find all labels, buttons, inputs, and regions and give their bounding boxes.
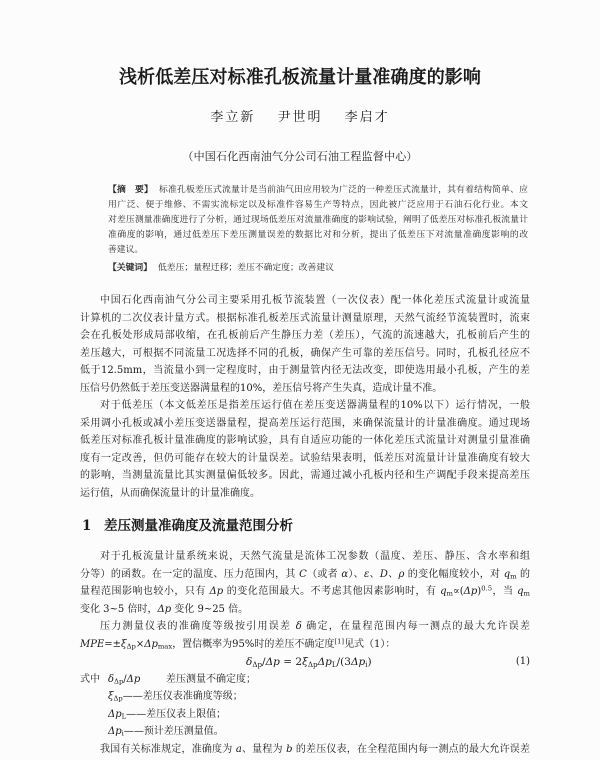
math-subscript: m: [523, 589, 530, 598]
body-text-line: [80, 568, 530, 582]
body-text-line: 运行值，从而确保流量计的计量准确度。: [80, 487, 260, 499]
body-text-line: 的影响，当测量流量比其实测量偏低较多。因此，需通过减小孔板内径和生产调配手段来提高差压: [80, 470, 530, 481]
body-text-line: [80, 603, 530, 617]
abstract-line: 准确度的影响，通过低差压下差压测量误差的数据比对和分析，提出了低差压下对流量准确度影响的改: [108, 229, 528, 240]
text-run: 压力测量仪表的准确度等级按引用误差: [100, 621, 296, 632]
paper-title: 浅析低差压对标准孔板流量计量准确度的影响: [119, 67, 481, 88]
text-run: ): [367, 656, 372, 668]
body-text-line: 对于低差压（本文低差压是指差压运行值在差压变送器满量程的10%以下）运行情况，一般: [100, 400, 530, 411]
body-text-line: 度有一定改善，但仍可能存在较大的计量误差。试验结果表明，低差压对流量计计量准确度有较大: [80, 452, 530, 464]
math-variable: α: [341, 568, 349, 580]
text-run: （或者: [306, 568, 342, 580]
math-variable: Δp: [317, 656, 332, 668]
text-run: ，置信概率为95%时的差压不确定度: [172, 638, 335, 650]
text-run: 分等）的函数。在一定的温度、压力范围内，其: [80, 568, 300, 580]
body-text-line: 低差压对标准孔板计量准确度的影响试验，具有自适应功能的一体化差压式流量计对测量引量准确: [80, 435, 530, 446]
body-text-line: [80, 638, 530, 652]
math-variable: q: [440, 586, 447, 597]
abstract-line: 用广泛、便于维修、不需实流标定以及标准件容易生产等特点，因此被广泛应用于石油石化行业。本文: [108, 199, 528, 210]
body-text-line: 中国石化西南油气分公司主要采用孔板节流装置（一次仪表）配一体化差压式流量计或流量: [100, 295, 530, 306]
text-run: 的变化幅度较小，对: [404, 568, 504, 580]
math-variable: ξ: [108, 691, 114, 702]
text-run: /: [262, 656, 266, 668]
symbol-definition: [108, 673, 256, 687]
text-run: ）、: [348, 568, 364, 580]
math-variable: ξ: [121, 638, 127, 650]
text-run: 的差压仪表，在全程范围内每一测点的最大允许误差: [292, 743, 530, 755]
body-text-line: [100, 620, 530, 634]
body-text-line: 压信号仍然低于差压变送器满量程的10%，差压信号将产生失真，造成计量不准。: [80, 382, 443, 394]
abstract-line: [108, 184, 528, 197]
text-run: 变化 3~5 倍时，: [80, 603, 158, 615]
author-name: 李立新: [210, 110, 256, 125]
text-run: /(3: [336, 656, 351, 668]
math-superscript: 0.5: [481, 584, 493, 593]
math-variable: δ: [108, 673, 115, 685]
math-subscript: Δp: [114, 677, 124, 686]
author-list: [0, 110, 600, 126]
math-variable: Δp: [265, 656, 280, 668]
section-number: 1: [82, 518, 92, 534]
author-name: 李启才: [344, 110, 390, 125]
text-run: 确定，在量程范围内每一测点的最大允许误差: [301, 621, 530, 632]
math-subscript: Δp: [252, 659, 263, 669]
symbol: [108, 709, 126, 720]
math-variable: b: [286, 743, 293, 755]
math-variable: δ: [246, 656, 253, 668]
body-text-line: 差压越大，可根据不同流量工况选择不同的孔板，确保产生可靠的差压信号。同时，孔板孔径应不: [80, 347, 530, 359]
text-run: /: [123, 673, 127, 685]
math-variable: ξ: [302, 656, 308, 668]
math-variable: Δp: [350, 656, 366, 668]
body-text-line: [80, 585, 530, 599]
keywords-text: 低差压；量程迁移；差压不确定度；改善建议: [158, 262, 334, 273]
math-variable: Δp: [463, 586, 478, 597]
math-variable: Δp: [108, 726, 122, 737]
math-variable: Δp: [108, 708, 122, 720]
math-variable: D: [379, 568, 388, 580]
equation: [246, 655, 372, 669]
author-affiliation: （中国石化西南油气分公司石油工程监督中心）: [182, 150, 418, 163]
math-variable: Δp: [144, 638, 158, 650]
math-variable: MPE: [80, 638, 105, 650]
symbol-description: ——差压仪表准确度等级；: [122, 691, 243, 702]
math-subscript: i: [365, 659, 368, 669]
section-heading: [82, 517, 293, 535]
math-variable: Δp: [126, 673, 141, 685]
math-subscript: Δp: [307, 659, 318, 669]
body-text-line: [100, 743, 530, 757]
symbol-definition: [108, 690, 243, 704]
abstract-label: 【摘 要】: [108, 184, 154, 195]
math-variable: a: [235, 743, 242, 755]
equation-number: (1): [515, 656, 530, 667]
text-run: ，当: [492, 586, 518, 597]
math-subscript: L: [121, 712, 127, 721]
symbol: [108, 691, 123, 702]
symbol: [108, 726, 124, 737]
section-title: 差压测量准确度及流量范围分析: [104, 518, 293, 534]
body-text-line: 对于孔板流量计量系统来说，天然气流量是流体工况参数（温度、差压、静压、含水率和组: [100, 551, 530, 562]
text-run: 我国有关标准规定，准确度为: [100, 743, 236, 755]
symbol: [108, 674, 140, 685]
text-run: 、: [369, 568, 380, 580]
math-subscript: Δp: [113, 694, 123, 703]
text-run: 见式（1）：: [344, 638, 396, 650]
symbol-description: ——差压仪表上限值；: [126, 708, 227, 720]
symbol-description: 差压测量不确定度；: [166, 673, 256, 685]
body-text-line: 采用调小孔板或减小差压变送器量程，提高差压运行范围，来确保流量计的计量准确度。通过现场: [80, 417, 530, 429]
body-text-line: 会在孔板处形成局部收缩，在孔板前后产生静压力差（差压），气流的流速越大，孔板前后产生的: [80, 330, 530, 341]
author-name: 尹世明: [277, 110, 323, 125]
math-variable: ρ: [398, 568, 405, 580]
text-run: ∝(: [453, 586, 464, 597]
math-variable: q: [503, 568, 511, 580]
text-run: 的: [516, 568, 531, 580]
text-run: 、: [387, 568, 399, 580]
symbol-definition: [108, 725, 224, 739]
keywords-line: [108, 262, 528, 275]
symbol-definition: [108, 708, 226, 722]
keywords-label: 【关键词】: [108, 262, 152, 273]
math-subscript: i: [121, 729, 124, 738]
text-run: 、量程为: [241, 743, 287, 755]
math-subscript: Δp: [126, 642, 136, 651]
text-run: 量程范围影响也较小，只有: [80, 586, 210, 597]
math-subscript: L: [331, 659, 337, 669]
math-variable: ε: [363, 568, 370, 580]
body-text-line: 计算机的二次仪表计量方式。根据标准孔板差压式流量计测量原理，天然气流经节流装置时，流束: [80, 312, 530, 324]
text-run: 的变化范围最大。不考虑其他因素影响时，有: [223, 586, 441, 597]
text-run: = 2: [279, 656, 303, 668]
math-subscript: m: [510, 572, 517, 581]
abstract-line: 善建议。: [108, 244, 144, 255]
text-run: ): [477, 586, 482, 597]
where-label: 式中: [80, 673, 100, 685]
text-run: ×: [135, 638, 145, 650]
math-variable: q: [517, 586, 524, 597]
body-text-line: 低于12.5mm，当流量小到一定程度时，由于测量管内径无法改变，即使选用最小孔板，产生的差: [80, 365, 530, 376]
math-variable: C: [299, 568, 307, 580]
abstract-line: 对差压测量准确度进行了分析，通过现场低差压对流量准确度的影响试验，阐明了低差压对标准孔板流量计: [108, 214, 528, 225]
text-run: 变化 9~25 倍。: [171, 603, 249, 615]
math-subscript: max: [157, 642, 173, 651]
math-variable: Δp: [157, 603, 172, 615]
abstract-text: 标准孔板差压式流量计是当前油气田应用较为广泛的一种差压式流量计，其有着结构简单、应: [159, 184, 528, 195]
math-subscript: m: [446, 589, 453, 598]
math-superscript: [1]: [334, 637, 345, 646]
text-run: =±: [104, 638, 122, 650]
math-variable: Δp: [209, 586, 224, 597]
symbol-description: ——预计差压测量值。: [123, 726, 224, 737]
math-variable: δ: [295, 621, 302, 632]
